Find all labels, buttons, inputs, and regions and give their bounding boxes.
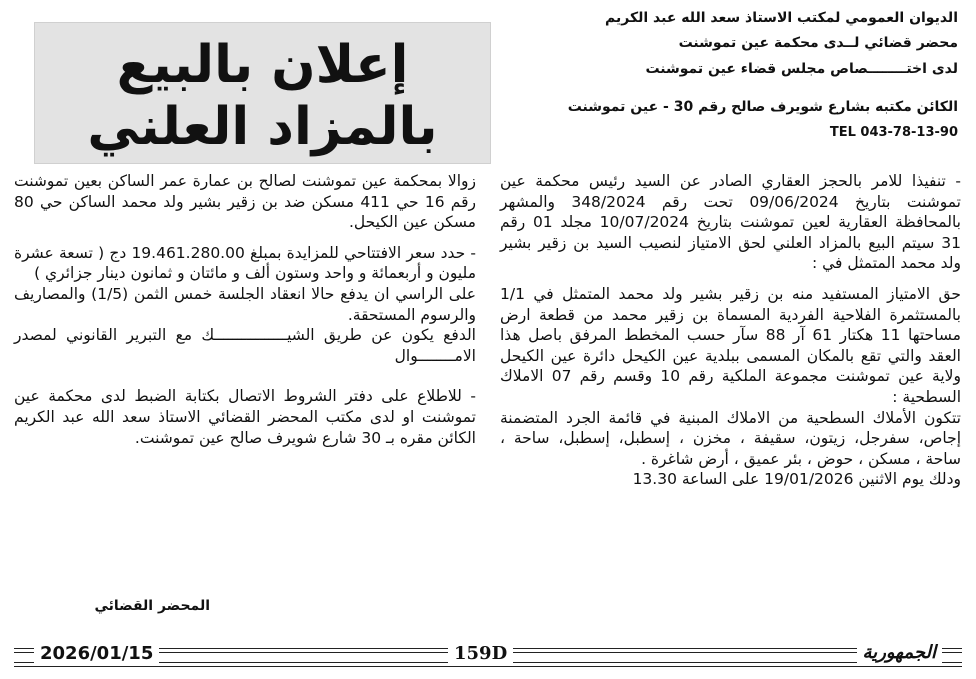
paragraph-right-description: حق الامتياز المستفيد منه بن زقير بشير ولد محمد المتمثل في 1/1 بالمستثمرة الفلاحية الفردية المسماة بن زقير محمد من قطعة ارض مساحتها 11 هكتار 61 آر 88 سآر حسب المخطط المرفق باصل هذا العقد والتي تقع بالمكان المسمى ببلدية عين الكيحل دائرة عين الكيحل ولاية عين تموشنت مجموعة الملكية رقم 10 وقسم رقم 07 الاملاك السطحية : <box>500 284 961 406</box>
paragraph-parties: زوالا بمحكمة عين تموشنت لصالح بن عمارة عمر الساكن بعين تموشنت رقم 16 حي 411 مسكن ضد بن زقير بشير ولد محمد الساكن حي 80 مسكن عين الكيحل. <box>14 172 477 232</box>
banner-title-sale: إعلان بالبيع <box>116 35 409 95</box>
signature: المحضر القضائي <box>94 598 210 614</box>
header-line-bailiff: محضر قضائي لــدى محكمة عين تموشنت <box>678 35 958 51</box>
paragraph-properties: تتكون الأملاك السطحية من الاملاك المبنية في قائمة الجرد المتضمنة إجاص، سفرجل، زيتون، سقيفة ، مخزن ، إسطبل، إسطبل، ساحة ، ساحة ، مسكن ، حوض ، بئر عميق ، أرض شاغرة . <box>500 408 961 468</box>
header-telephone: TEL 043-78-13-90 <box>829 125 958 140</box>
newspaper-logo: الجمهورية <box>857 642 942 663</box>
paragraph-conditions: - للاطلاع على دفتر الشروط الاتصال بكتابة الضبط لدى محكمة عين تموشنت او لدى مكتب المحضر القضائي الاستاذ سعد الله عبد الكريم الكائن مقره بـ 30 شارع شويرف صالح عين تموشنت. <box>14 387 476 447</box>
left-column <box>14 171 476 448</box>
paragraph-auction-date: ودلك يوم الاثنين 19/01/2026 على الساعة 13.30 <box>632 470 961 489</box>
right-column <box>500 171 961 490</box>
header-line-office: الديوان العمومي لمكتب الاستاذ سعد الله عبد الكريم <box>605 10 958 26</box>
paragraph-opening-price: - حدد سعر الافتتاحي للمزايدة بمبلغ 19.461.280.00 دج ( تسعة عشرة مليون و أربعمائة و واحد وستون ألف و مائتان و ثمانون دينار جزائري ) <box>14 243 476 283</box>
footer-page-number: 159D <box>448 643 513 664</box>
paragraph-order: - تنفيذا للامر بالحجز العقاري الصادر عن السيد رئيس محكمة عين تموشنت بتاريخ 09/06/2024 تحت رقم 348/2024 والمشهر بالمحافظة العقارية لعين تموشنت بتاريخ 10/07/2024 مجلد 01 رقم 31 سيتم البيع بالمزاد العلني لحق الامتياز لنصيب السيد بن زقير بشير ولد محمد المتمثل في : <box>500 172 961 273</box>
header-line-jurisdiction: لدى اختــــــــصاص مجلس قضاء عين تموشنت <box>645 61 958 77</box>
announcement-banner <box>34 22 491 164</box>
header-line-address: الكائن مكتبه بشارع شويرف صالح رقم 30 - عين تموشنت <box>567 99 958 115</box>
banner-title-auction: بالمزاد العلني <box>87 97 438 157</box>
footer-date: 2026/01/15 <box>34 643 159 664</box>
paragraph-payment-method: الدفع يكون عن طريق الشيــــــــــــــــك مع التبرير القانوني لمصدر الامــــــــوال <box>14 326 476 365</box>
paragraph-payment-fifth: على الراسي ان يدفع حالا انعقاد الجلسة خمس الثمن (1/5) والمصاريف والرسوم المستحقة. <box>14 284 476 324</box>
